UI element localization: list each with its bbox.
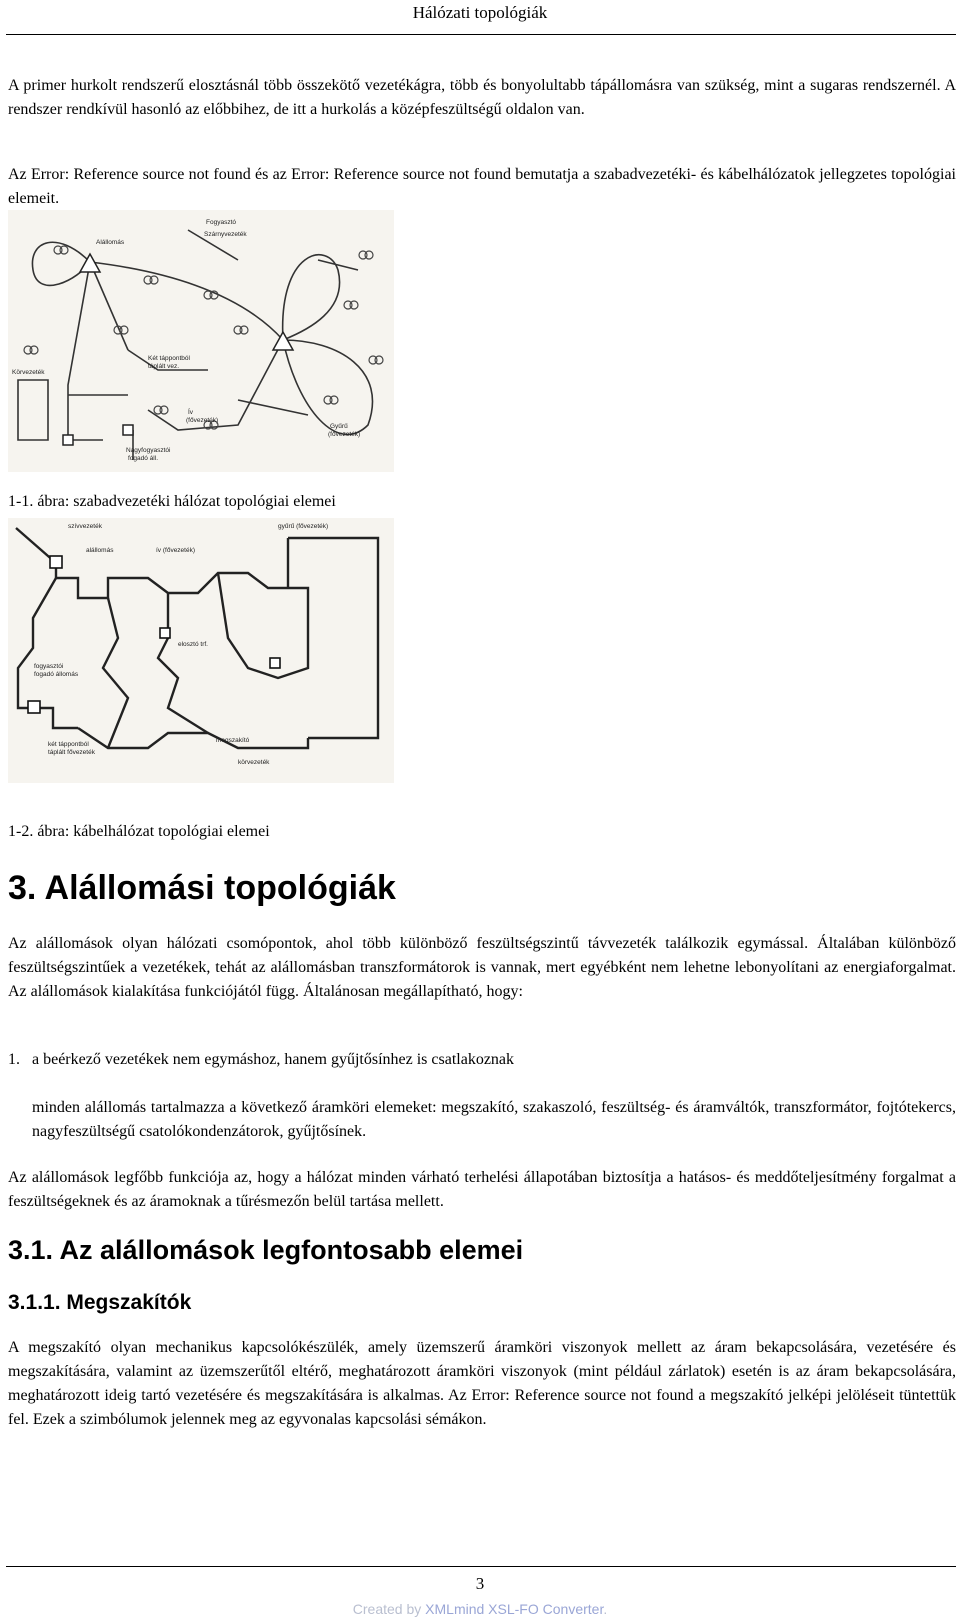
label-ket-tappont-1: Két táppontból — [148, 355, 190, 362]
paragraph-substation-function: Az alállomások legfőbb funkciója az, hogy a hálózat minden várható terhelési állapotában biztosítja a hatásos- és meddőteljesítmény forgalmat a feszültségeknek és az áramoknak a tűrésmezőn belül tartása mellett. — [8, 1169, 956, 1210]
label-szivvezetek: szívvezeték — [68, 523, 102, 530]
list-item-2-text: minden alállomás tartalmazza a következő áramköri elemeket: megszakító, szakaszoló, feszültség- és áramváltók, transzformátor, fojtótekercs, nagyfeszültségű csatolókondenzátorok, gyűjtősínek. — [32, 1099, 956, 1140]
cable-network-diagram — [8, 518, 394, 783]
list-item-2 — [8, 1096, 956, 1144]
label-alallomas: alállomás — [86, 547, 114, 554]
label-fogy-1: fogyasztói — [34, 663, 64, 670]
label-korvezetek: körvezeték — [238, 759, 270, 766]
section-3-1-1-heading: 3.1.1. Megszakítók — [8, 1291, 192, 1314]
list-item-1-number: 1. — [8, 1051, 20, 1068]
label-gyuru-2: (fővezeték) — [328, 431, 361, 438]
list-item-1-text: a beérkező vezetékek nem egymáshoz, hanem gyűjtősínhez is csatlakoznak — [32, 1051, 515, 1068]
label-korvezetek: Körvezeték — [12, 369, 45, 376]
label-iv: ív (fővezeték) — [156, 547, 196, 554]
label-iv-1: Ív — [188, 409, 194, 416]
figure-cable-network — [8, 518, 394, 783]
creator-footer — [0, 1601, 960, 1617]
section-3-heading: 3. Alállomási topológiák — [8, 869, 396, 907]
label-fogy-2: fogadó állomás — [34, 671, 79, 678]
figure-2-caption: 1-2. ábra: kábelhálózat topológiai elemei — [8, 823, 270, 840]
label-alallomas: Alállomás — [96, 239, 125, 246]
paragraph-figure-reference: Az Error: Reference source not found és az Error: Reference source not found bemutatja a szabadvezetéki- és kábelhálózatok jellegzetes topológiai elemeit. — [8, 166, 956, 207]
list-item-1 — [8, 1048, 956, 1072]
list-item-2-number — [8, 1096, 32, 1120]
paragraph-circuit-breaker: A megszakító olyan mechanikus kapcsolókészülék, amely üzemszerű áramköri viszonyok mellett az áram bekapcsolására, vezetésére és megszakítására, valamint az üzemszerűtől eltérő, meghatározott áramköri viszonyok (mint például zárlatok) esetén is az áram bekapcsolására, meghatározott ideig tartó vezetésére és megszakítására is alkalmas. Az Error: Reference source not found a megszakító jelképi jelöléseit tüntettük fel. Ezek a szimbólumok jelennek meg az egyvonalas kapcsolási sémákon. — [8, 1339, 956, 1428]
label-ket-tappont-2: táplált vez. — [148, 363, 180, 370]
footer-created-suffix: . — [603, 1601, 608, 1617]
section-3-1-heading: 3.1. Az alállomások legfontosabb elemei — [8, 1235, 524, 1265]
label-gyuru-1: Gyűrű — [330, 423, 348, 430]
label-nagyfogy-2: fogadó áll. — [128, 455, 158, 462]
footer-created-prefix: Created by — [352, 1601, 426, 1617]
running-header: Hálózati topológiák — [412, 3, 548, 22]
label-gyuru: gyűrű (fővezeték) — [278, 523, 329, 530]
label-iv-2: (fővezeték) — [186, 417, 219, 424]
paragraph-primary-loop: A primer hurkolt rendszerű elosztásnál több összekötő vezetékágra, több és bonyolultabb tápállomásra van szükség, mint a sugaras rendszernél. A rendszer rendkívül hasonló az előbbihez, de itt a hurkolás a középfeszültségű oldalon van. — [8, 77, 956, 118]
overhead-network-diagram — [8, 210, 394, 472]
footer-converter-link[interactable]: XMLmind XSL-FO Converter — [425, 1601, 604, 1617]
label-nagyfogy-1: Nagyfogyasztói — [126, 447, 171, 454]
footer-rule — [6, 1566, 956, 1567]
label-ket-2: táplált fővezeték — [48, 749, 95, 756]
label-ket-1: két táppontból — [48, 741, 89, 748]
label-fogyaszto: Fogyasztó — [206, 219, 236, 226]
paragraph-substation-intro: Az alállomások olyan hálózati csomópontok, ahol több különböző feszültségszintű távvezeték találkozik egymással. Általában különböző feszültségszintűek a vezetékek, tehát az alállomásban transzformátorok is vannak, mert egyébként nem lehetne lebonyolítani az energiaforgalmat. Az alállomások kialakítása funkciójától függ. Általánosan megállapítható, hogy: — [8, 935, 956, 1000]
label-szarnyvezetek: Szárnyvezeték — [204, 231, 247, 238]
label-eloszto: elosztó trf. — [178, 641, 208, 648]
label-megszakito: megszakító — [216, 737, 250, 744]
header-rule — [6, 34, 956, 35]
figure-1-caption: 1-1. ábra: szabadvezetéki hálózat topológiai elemei — [8, 493, 336, 510]
page-number: 3 — [475, 1574, 485, 1593]
figure-overhead-network — [8, 210, 394, 472]
